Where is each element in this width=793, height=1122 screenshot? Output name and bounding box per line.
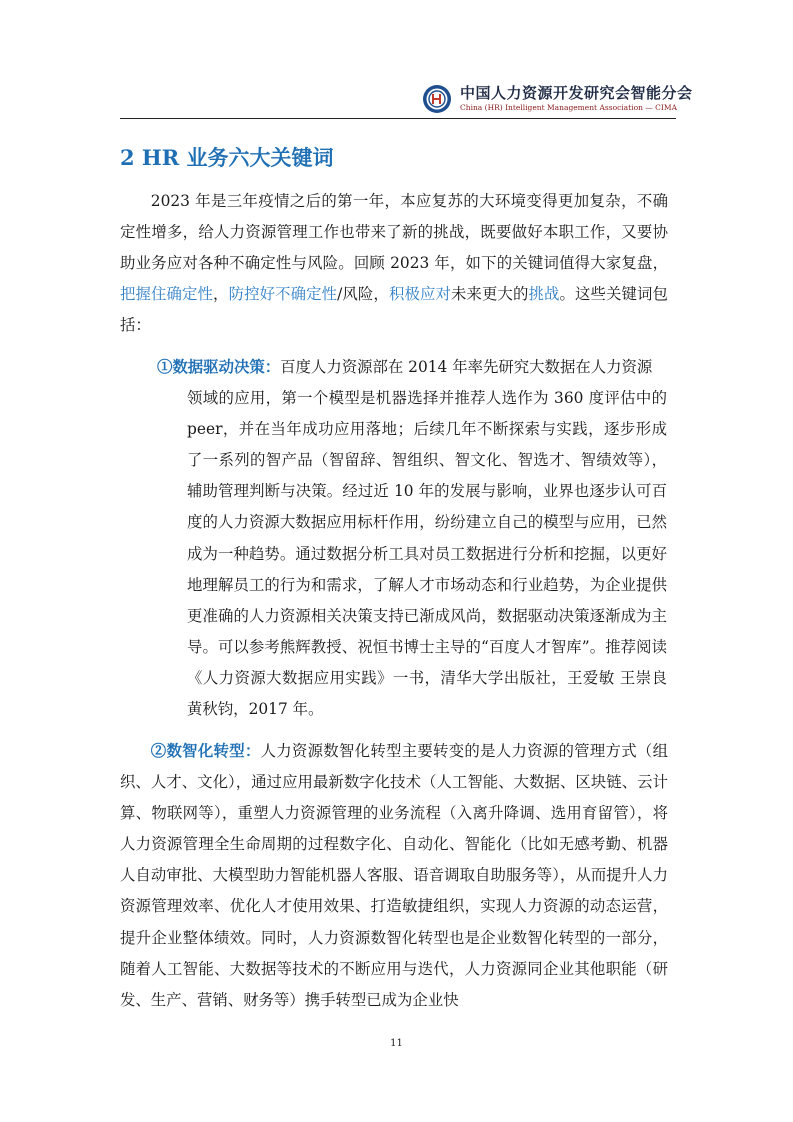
item1-first-line: 百度人力资源部在 2014 年率先研究大数据在人力资源 xyxy=(280,358,653,376)
item2-body: 人力资源数智化转型主要转变的是人力资源的管理方式（组织、人才、文化），通过应用最新数字化技术（人工智能、大数据、区块链、云计算、物联网等），重塑人力资源管理的业务流程（入离升降调、选用育留管），将人力资源管理全生命周期的过程数字化、自动化、智能化（比如无感考勤、机器人自动审批、大模型助力智能机器人客服、语音调取自助服务等），从而提升人力资源管理效率、优化人才使用效果、打造敏捷组织，实现人力资源的动态运营，提升企业整体绩效。同时，人力资源数智化转型也是企业数智化转型的一部分，随着人工智能、大数据等技术的不断应用与迭代，人力资源同企业其他职能（研发、生产、营销、财务等）携手转型已成为企业快 xyxy=(120,742,668,1009)
item2-label: ②数智化转型： xyxy=(150,742,261,760)
intro-text-1: 2023 年是三年疫情之后的第一年，本应复苏的大环境变得更加复杂，不确定性增多，给人力资源管理工作也带来了新的挑战，既要做好本职工作，又要协助业务应对各种不确定性与风险。回顾 2023 年，如下的关键词值得大家复盘， xyxy=(120,192,668,273)
item1-body: 领域的应用，第一个模型是机器选择并推荐人选作为 360 度评估中的 peer，并在当年成功应用落地；后续几年不断探索与实践，逐步形成了一系列的智产品（智留辞、智组织、智文化、智选才、智绩效等），辅助管理判断与决策。经过近 10 年的发展与影响，业界也逐步认可百度的人力资源大数据应用标杆作用，纷纷建立自己的模型与应用，已然成为一种趋势。通过数据分析工具对员工数据进行分析和挖掘，以更好地理解员工的行为和需求，了解人才市场动态和行业趋势，为企业提供更准确的人力资源相关决策支持已渐成风尚，数据驱动决策逐渐成为主导。可以参考熊辉教授、祝恒书博士主导的“百度人才智库”。推荐阅读《人力资源大数据应用实践》一书，清华大学出版社，王爱敏 王崇良 黄秋钧，2017 年。 xyxy=(187,389,667,719)
org-name-en: China (HR) Intelligent Management Association — CIMA xyxy=(460,103,677,112)
intro-text-3: /风险， xyxy=(337,285,389,304)
intro-paragraph xyxy=(120,186,668,341)
section-title: 2 HR 业务六大关键词 xyxy=(120,145,334,170)
intro-text-2: ， xyxy=(213,285,229,304)
keyword-item-data-driven xyxy=(157,352,667,725)
header-divider xyxy=(120,118,676,119)
keyword-control-uncertainty: 防控好不确定性 xyxy=(228,285,338,304)
keyword-grasp-certainty: 把握住确定性 xyxy=(120,285,214,304)
page-header xyxy=(120,80,693,120)
keyword-challenge: 挑战 xyxy=(528,285,560,304)
intro-text-5: 。这些关键词包括： xyxy=(120,285,668,335)
intro-text-4: 未来更大的 xyxy=(450,285,529,304)
org-name-cn: 中国人力资源开发研究会智能分会 xyxy=(460,84,693,102)
keyword-respond-actively: 积极应对 xyxy=(388,285,451,304)
item1-label: ①数据驱动决策： xyxy=(157,358,281,376)
keyword-item-digital-transformation xyxy=(120,736,668,1016)
association-logo-icon xyxy=(422,84,452,114)
page-number: 11 xyxy=(390,1038,403,1049)
